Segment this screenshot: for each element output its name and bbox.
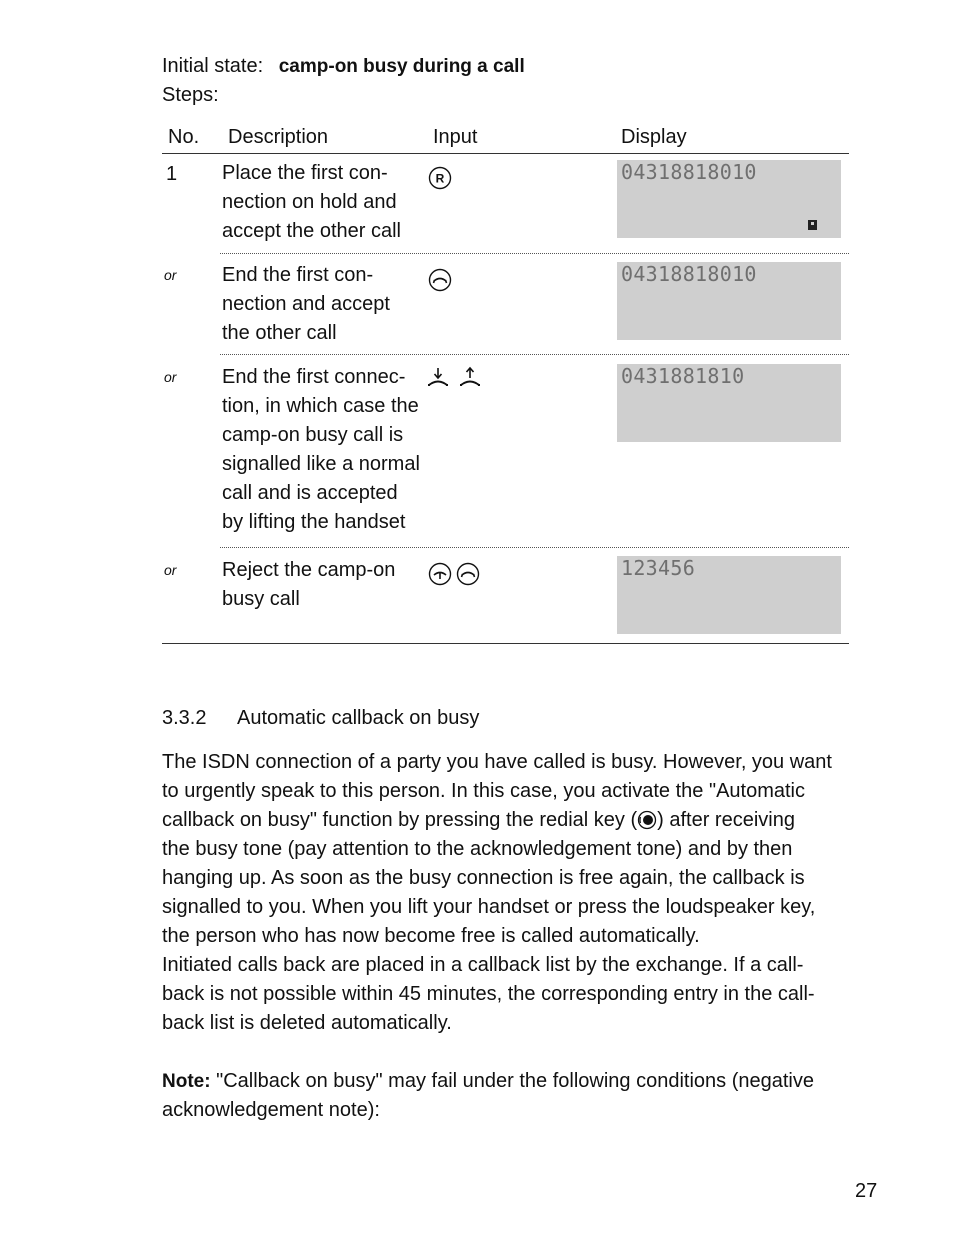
hang-up-lift-handset-icon [428, 366, 484, 390]
row-4-or-label: or [164, 562, 177, 578]
reject-keys-icon [428, 562, 482, 586]
body-text-part2: ) after receiving the busy tone (pay attention to the acknowledgement tone) and by then hanging up. As soon as the busy connection is free again, the callback is signalled to you. When you lift your handset or press the loudspeaker key, the person who has now become free is called automatically. Initiated calls back are placed in a callback list by the exchange. If a call- back is not possible within 45 minutes, the corresponding entry in the call- back list is deleted automatically. [162, 809, 816, 1034]
row-4-description: Reject the camp-on busy call [222, 559, 396, 610]
row-2-display-text: 04318818010 [621, 262, 757, 286]
row-2-description: End the first con- nection and accept the other call [222, 264, 390, 344]
column-header-description: Description [228, 126, 329, 148]
svg-text:R: R [435, 171, 445, 186]
row-3-or-label: or [164, 369, 177, 385]
row-1-display [617, 160, 841, 238]
row-4-display [617, 556, 841, 634]
row-divider [220, 354, 849, 355]
row-3-display-text: 0431881810 [621, 364, 745, 388]
body-text-part1: The ISDN connection of a party you have called is busy. However, you want to urgently speak to this person. In this case, you activate the "Automatic callback on busy" function by pressing the redial key ( [162, 751, 832, 831]
row-1-description: Place the first con- nection on hold and accept the other call [222, 162, 401, 242]
row-divider [220, 253, 849, 254]
row-divider [220, 547, 849, 548]
column-header-display: Display [621, 126, 687, 148]
note-text: "Callback on busy" may fail under the following conditions (negative acknowledgement note): [162, 1070, 814, 1121]
header-rule [162, 153, 849, 154]
column-header-no: No. [168, 126, 200, 148]
r-key-icon [428, 166, 452, 190]
row-1-display-text: 04318818010 [621, 160, 757, 184]
steps-label: Steps: [162, 84, 219, 106]
row-2-or-label: or [164, 267, 177, 283]
column-header-input: Input [433, 126, 478, 148]
note-paragraph [162, 1067, 852, 1125]
note-label: Note: [162, 1071, 211, 1092]
hold-indicator-icon [808, 220, 817, 230]
row-4-display-text: 123456 [621, 556, 696, 580]
section-number: 3.3.2 [162, 707, 207, 729]
page-number: 27 [855, 1180, 878, 1202]
table-bottom-rule [162, 643, 849, 644]
end-call-key-icon [428, 268, 452, 292]
row-3-display [617, 364, 841, 442]
row-2-display [617, 262, 841, 340]
section-title: Automatic callback on busy [237, 707, 480, 729]
redial-key-icon [637, 810, 657, 830]
initial-state-line [162, 52, 525, 81]
initial-state-label: Initial state: [162, 55, 264, 77]
initial-state-value: camp-on busy during a call [278, 56, 525, 77]
body-paragraph [162, 748, 852, 1038]
row-1-number: 1 [166, 163, 178, 185]
row-3-description: End the first connec- tion, in which case the camp-on busy call is signalled like a normal call and is accepted by lifting the handset [222, 366, 420, 533]
